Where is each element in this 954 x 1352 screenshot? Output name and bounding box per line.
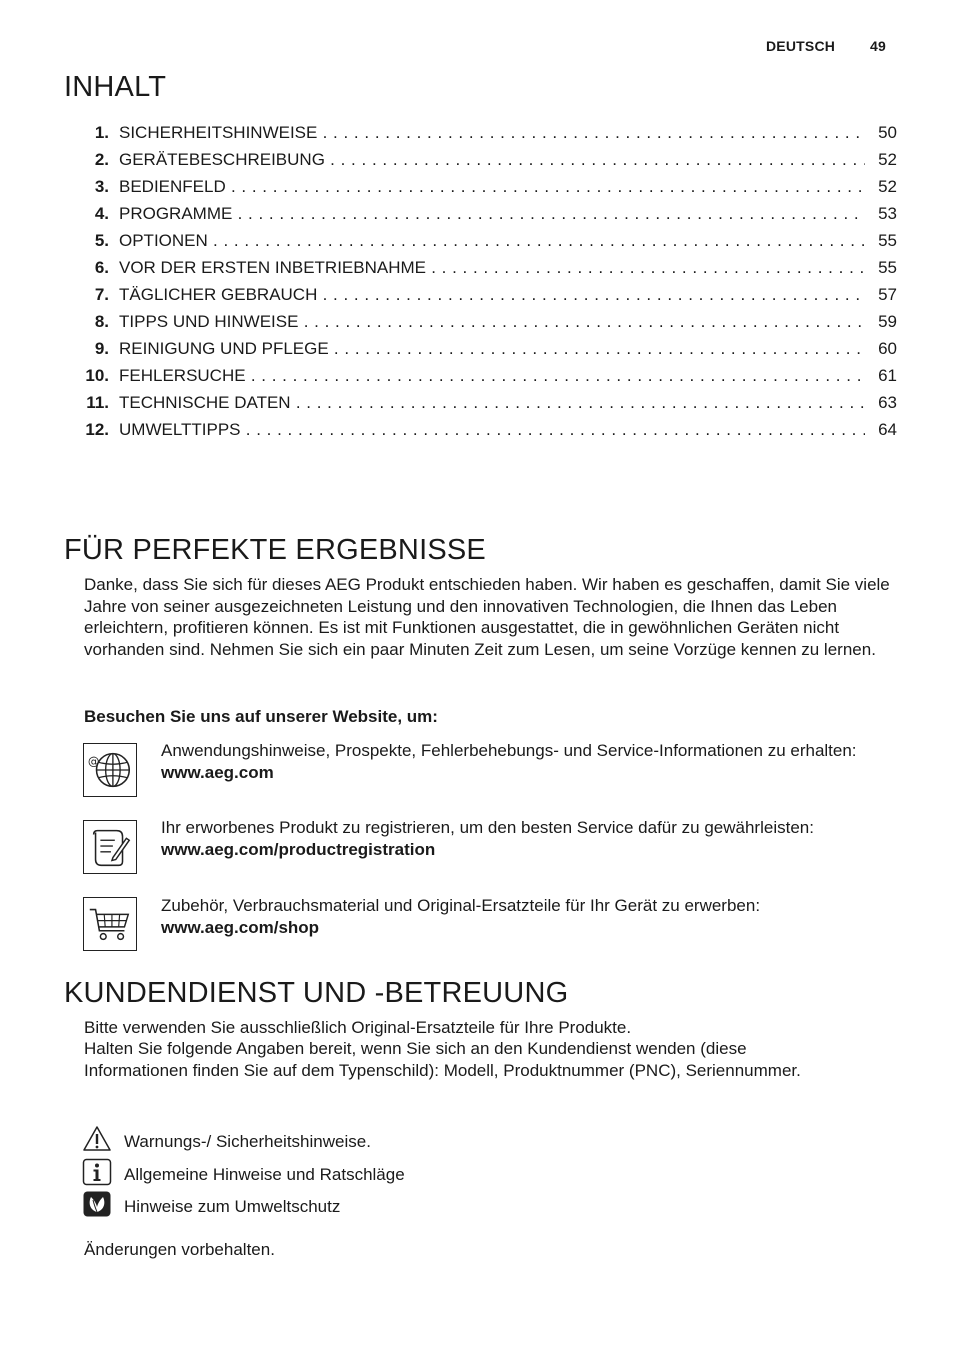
toc-item-label: VOR DER ERSTEN INBETRIEBNAHME . . .	[119, 257, 865, 279]
toc-item-number: 11.	[86, 393, 109, 412]
toc-item-number: 7.	[94, 285, 109, 304]
header-language: DEUTSCH	[766, 38, 836, 54]
toc-item[interactable]	[75, 257, 897, 284]
toc-item-label: TIPPS UND HINWEISE . . .	[119, 311, 865, 333]
toc-item-label: UMWELTTIPPS . . .	[119, 419, 865, 441]
link-description: Anwendungshinweise, Prospekte, Fehlerbehebungs- und Service-Informationen zu erhalten:	[161, 741, 857, 760]
table-of-contents	[75, 122, 897, 446]
link-url-productregistration[interactable]: www.aeg.com/productregistration	[161, 839, 436, 859]
link-item-shop	[161, 895, 901, 938]
toc-item-number: 2.	[94, 150, 109, 169]
link-url-shop[interactable]: www.aeg.com/shop	[161, 917, 320, 937]
toc-item[interactable]	[75, 338, 897, 365]
link-description: Zubehör, Verbrauchsmaterial und Original-Ersatzteile für Ihr Gerät zu erwerben:	[161, 896, 761, 915]
toc-item-page: 55	[878, 258, 897, 277]
toc-item-page: 52	[878, 150, 897, 169]
toc-item-page: 57	[878, 285, 897, 304]
toc-item-number: 1.	[94, 123, 109, 142]
toc-item-page: 61	[878, 366, 897, 385]
service-line-1: Bitte verwenden Sie ausschließlich Original-Ersatzteile für Ihre Produkte.	[84, 1018, 632, 1037]
toc-item[interactable]	[75, 203, 897, 230]
toc-item-number: 3.	[94, 177, 109, 196]
toc-item-label: PROGRAMME . . .	[119, 203, 865, 225]
note-environment-text: Hinweise zum Umweltschutz	[124, 1197, 341, 1216]
toc-item-label: OPTIONEN . . .	[119, 230, 865, 252]
results-intro: Danke, dass Sie sich für dieses AEG Produkt entschieden haben. Wir haben es geschaffen, damit Sie viele Jahre von seiner ausgezeichneten Leistung und den innovativen Technologien, die Ihnen das Leben erleichtern, profitieren können. Es ist mit Funktionen ausgestattet, die in gewöhnlichen Geräten nicht vorhanden sind. Nehmen Sie sich ein paar Minuten Zeit zum Lesen, um seine Vorzüge kennen zu lernen.	[84, 575, 890, 659]
toc-item-page: 55	[878, 231, 897, 250]
toc-item-label: FEHLERSUCHE . . .	[119, 365, 865, 387]
toc-item-number: 5.	[94, 231, 109, 250]
toc-item-label: REINIGUNG UND PFLEGE . . .	[119, 338, 865, 360]
toc-item[interactable]	[75, 419, 897, 446]
link-url-aeg[interactable]: www.aeg.com	[161, 762, 274, 782]
toc-title: INHALT	[64, 71, 167, 103]
toc-item-page: 60	[878, 339, 897, 358]
note-warning-text: Warnungs-/ Sicherheitshinweise.	[124, 1132, 371, 1151]
toc-item-page: 63	[878, 393, 897, 412]
page-header	[766, 38, 896, 58]
note-info-text: Allgemeine Hinweise und Ratschläge	[124, 1165, 405, 1184]
note-warning	[82, 1125, 682, 1155]
toc-item[interactable]	[75, 311, 897, 338]
footer-note: Änderungen vorbehalten.	[84, 1240, 275, 1259]
service-line-2: Halten Sie folgende Angaben bereit, wenn Sie sich an den Kundendienst wenden (diese Informationen finden Sie auf dem Typenschild): Modell, Produktnummer (PNC), Seriennummer.	[84, 1039, 801, 1080]
toc-item[interactable]	[75, 365, 897, 392]
toc-item-page: 50	[878, 123, 897, 142]
registration-form-icon	[83, 820, 137, 874]
toc-item[interactable]	[75, 284, 897, 311]
service-title: KUNDENDIENST UND -BETREUUNG	[64, 977, 569, 1009]
toc-item-page: 53	[878, 204, 897, 223]
toc-item-number: 9.	[94, 339, 109, 358]
toc-item-label: TÄGLICHER GEBRAUCH . . .	[119, 284, 865, 306]
visit-heading: Besuchen Sie uns auf unserer Website, um:	[84, 707, 438, 726]
toc-item-label: SICHERHEITSHINWEISE . . .	[119, 122, 865, 144]
shopping-cart-icon	[83, 897, 137, 951]
toc-item[interactable]	[75, 392, 897, 419]
svg-text:@: @	[87, 754, 100, 769]
info-icon	[82, 1158, 112, 1186]
toc-item[interactable]	[75, 149, 897, 176]
link-item-registration	[161, 817, 901, 860]
toc-item-page: 64	[878, 420, 897, 439]
toc-item-number: 8.	[94, 312, 109, 331]
toc-item-page: 52	[878, 177, 897, 196]
toc-item-number: 12.	[85, 420, 109, 439]
toc-item-label: BEDIENFELD . . .	[119, 176, 865, 198]
toc-item-label: TECHNISCHE DATEN . . .	[119, 392, 865, 414]
toc-item[interactable]	[75, 230, 897, 257]
header-page-number: 49	[870, 38, 886, 54]
toc-item[interactable]	[75, 176, 897, 203]
toc-item-number: 6.	[94, 258, 109, 277]
globe-icon	[83, 743, 137, 797]
toc-item-page: 59	[878, 312, 897, 331]
note-info	[82, 1158, 682, 1188]
link-description: Ihr erworbenes Produkt zu registrieren, um den besten Service dafür zu gewährleisten:	[161, 818, 814, 837]
toc-item-number: 10.	[85, 366, 109, 385]
note-environment	[82, 1190, 682, 1220]
warning-triangle-icon	[82, 1125, 112, 1153]
link-item-support	[161, 740, 901, 783]
results-title: FÜR PERFEKTE ERGEBNISSE	[64, 534, 486, 566]
environment-leaf-icon	[82, 1190, 112, 1218]
toc-item[interactable]	[75, 122, 897, 149]
toc-item-label: GERÄTEBESCHREIBUNG . . .	[119, 149, 865, 171]
toc-item-number: 4.	[94, 204, 109, 223]
